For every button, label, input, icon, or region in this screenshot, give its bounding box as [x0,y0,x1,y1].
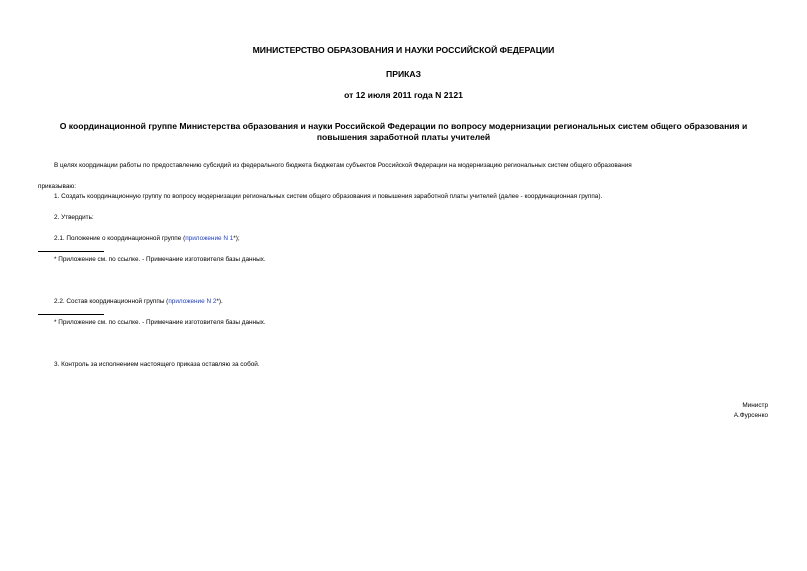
appendix-2-link[interactable]: приложение N 2 [168,298,217,305]
document-title [0,121,807,143]
item-2-2-suffix: *). [216,298,223,305]
footnote-divider-1 [38,251,104,252]
signature-name: А.Фурсенко [733,412,768,419]
item-2-1 [54,235,240,242]
item-2-1-text: 2.1. Положение о координационной группе ( [54,235,186,242]
document-title-line-2: повышения заработной платы учителей [316,132,491,142]
document-title-line-1: О координационной группе Министерства образования и науки Российской Федерации по вопросу модернизации региональных систем общего образования и [59,121,748,131]
footnote-divider-2 [38,314,104,315]
date-number: от 12 июля 2011 года N 2121 [344,90,463,100]
item-2-2-text: 2.2. Состав координационной группы ( [54,298,169,305]
item-2: 2. Утвердить: [54,214,94,221]
signature-position: Министр [742,402,768,409]
item-3: 3. Контроль за исполнением настоящего приказа оставляю за собой. [54,361,260,368]
item-2-2 [54,298,223,305]
item-2-1-suffix: *); [233,235,240,242]
order-word: приказываю: [38,183,76,190]
footnote-1: * Приложение см. по ссылке. - Примечание изготовителя базы данных. [54,256,266,263]
preamble-text: В целях координации работы по предоставлению субсидий из федерального бюджета бюджетам субъектов Российской Федерации на модернизацию региональных систем общего образования [54,162,632,169]
document-type: ПРИКАЗ [386,69,421,79]
footnote-2: * Приложение см. по ссылке. - Примечание изготовителя базы данных. [54,319,266,326]
item-1: 1. Создать координационную группу по вопросу модернизации региональных систем общего образования и повышения заработной платы учителей (далее - координационная группа). [54,193,603,200]
appendix-1-link[interactable]: приложение N 1 [185,235,234,242]
ministry-heading: МИНИСТЕРСТВО ОБРАЗОВАНИЯ И НАУКИ РОССИЙСКОЙ ФЕДЕРАЦИИ [252,45,555,55]
